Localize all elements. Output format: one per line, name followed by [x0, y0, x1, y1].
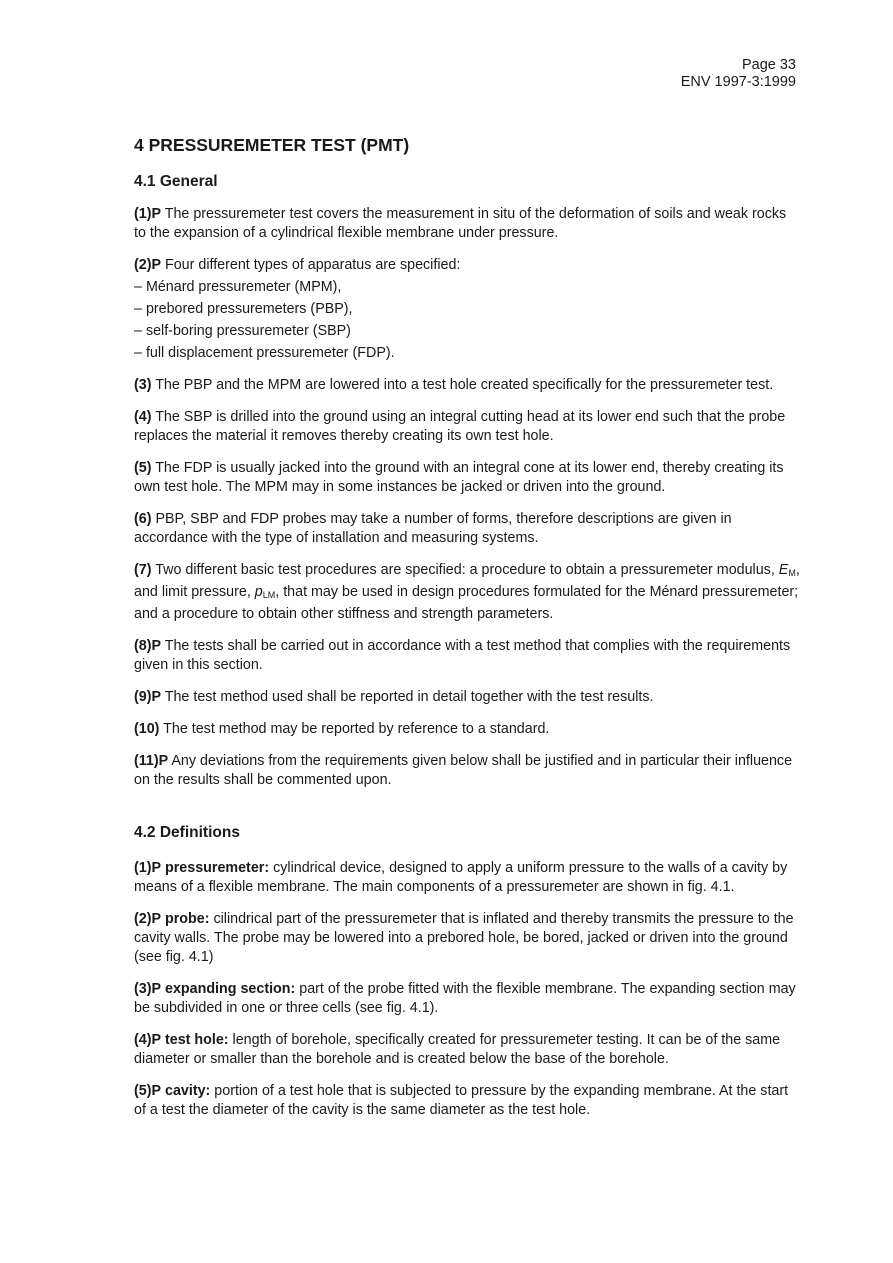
para-text: Any deviations from the requirements given below shall be justified and in particular their influence on the results shall be commented upon. [134, 753, 793, 788]
definition-term: pressuremeter: [165, 860, 270, 876]
para-9 [134, 688, 802, 707]
subscript-LM: LM [262, 590, 276, 600]
heading-definitions: 4.2 Definitions [134, 824, 240, 841]
definition-text: part of the probe fitted with the flexible membrane. The expanding section may be subdivided in one or three cells (see fig. 4.1). [134, 981, 796, 1016]
para-text: The SBP is drilled into the ground using an integral cutting head at its lower end such that the probe replaces the material it removes thereby creating its own test hole. [134, 409, 786, 444]
symbol-p: p [254, 584, 263, 600]
document-body [134, 134, 802, 1133]
para-8 [134, 637, 802, 675]
symbol-E: E [778, 562, 789, 578]
para-text: The test method may be reported by reference to a standard. [163, 721, 550, 737]
definition-term: probe: [165, 911, 210, 927]
definition-5 [134, 1082, 802, 1120]
para-text: The PBP and the MPM are lowered into a test hole created specifically for the pressuremeter test. [155, 377, 774, 393]
para-text: The FDP is usually jacked into the ground with an integral cone at its lower end, thereby creating its own test hole. The MPM may in some instances be jacked or driven into the ground. [134, 460, 784, 495]
section-title: 4 PRESSUREMETER TEST (PMT) [134, 135, 410, 155]
para-1 [134, 205, 802, 243]
para-tag: (2)P [134, 911, 162, 927]
definition-4 [134, 1031, 802, 1069]
para-2 [134, 256, 802, 275]
list-item: – full displacement pressuremeter (FDP). [134, 344, 802, 363]
heading-general: 4.1 General [134, 173, 218, 190]
para-tag: (3) [134, 377, 152, 393]
definition-text: length of borehole, specifically created for pressuremeter testing. It can be of the same diameter or smaller than the borehole and is created below the base of the borehole. [134, 1032, 781, 1067]
para-text: Two different basic test procedures are specified: a procedure to obtain a pressuremeter modulus, [155, 562, 779, 578]
para-tag: (2)P [134, 257, 162, 273]
para-text: The test method used shall be reported in detail together with the test results. [164, 689, 654, 705]
definition-term: test hole: [165, 1032, 229, 1048]
page-number: Page 33 [741, 57, 796, 73]
para-text: , and limit pressure, [134, 562, 800, 600]
definition-text: cylindrical device, designed to apply a uniform pressure to the walls of a cavity by means of a flexible membrane. The main components of a pressuremeter are shown in fig. 4.1. [134, 860, 788, 895]
definition-term: expanding section: [165, 981, 296, 997]
para-tag: (11)P [134, 753, 169, 769]
para-text: , that may be used in design procedures formulated for the Ménard pressuremeter; and a procedure to obtain other stiffness and strength parameters. [134, 584, 799, 622]
para-text: The tests shall be carried out in accordance with a test method that complies with the requirements given in this section. [134, 638, 791, 673]
para-tag: (8)P [134, 638, 162, 654]
para-tag: (7) [134, 562, 152, 578]
para-tag: (6) [134, 511, 152, 527]
definition-1 [134, 859, 802, 897]
page-header [681, 57, 796, 91]
para-tag: (4) [134, 409, 152, 425]
para-11 [134, 752, 802, 790]
para-text: Four different types of apparatus are specified: [165, 257, 461, 273]
para-tag: (5)P [134, 1083, 162, 1099]
list-item: – self-boring pressuremeter (SBP) [134, 322, 802, 341]
definition-text: cilindrical part of the pressuremeter that is inflated and thereby transmits the pressure to the cavity walls. The probe may be lowered into a prebored hole, be bored, jacked or driven into the ground (see fig. 4.1) [134, 911, 794, 965]
para-7 [134, 561, 802, 624]
para-tag: (1)P [134, 860, 162, 876]
list-item: – prebored pressuremeters (PBP), [134, 300, 802, 319]
apparatus-list [134, 278, 802, 363]
para-tag: (4)P [134, 1032, 162, 1048]
para-4 [134, 408, 802, 446]
para-10 [134, 720, 802, 739]
para-tag: (3)P [134, 981, 162, 997]
definition-2 [134, 910, 802, 967]
para-tag: (9)P [134, 689, 162, 705]
list-item: – Ménard pressuremeter (MPM), [134, 278, 802, 297]
standard-code: ENV 1997-3:1999 [680, 74, 796, 90]
para-text: The pressuremeter test covers the measurement in situ of the deformation of soils and weak rocks to the expansion of a cylindrical flexible membrane under pressure. [134, 206, 787, 241]
para-5 [134, 459, 802, 497]
para-tag: (5) [134, 460, 152, 476]
para-tag: (10) [134, 721, 160, 737]
para-3 [134, 376, 802, 395]
definition-text: portion of a test hole that is subjected to pressure by the expanding membrane. At the start of a test the diameter of the cavity is the same diameter as the test hole. [134, 1083, 789, 1118]
para-text: PBP, SBP and FDP probes may take a number of forms, therefore descriptions are given in accordance with the type of installation and measuring systems. [134, 511, 732, 546]
definition-3 [134, 980, 802, 1018]
subscript-M: M [788, 568, 796, 578]
para-6 [134, 510, 802, 548]
para-tag: (1)P [134, 206, 162, 222]
definition-term: cavity: [165, 1083, 211, 1099]
